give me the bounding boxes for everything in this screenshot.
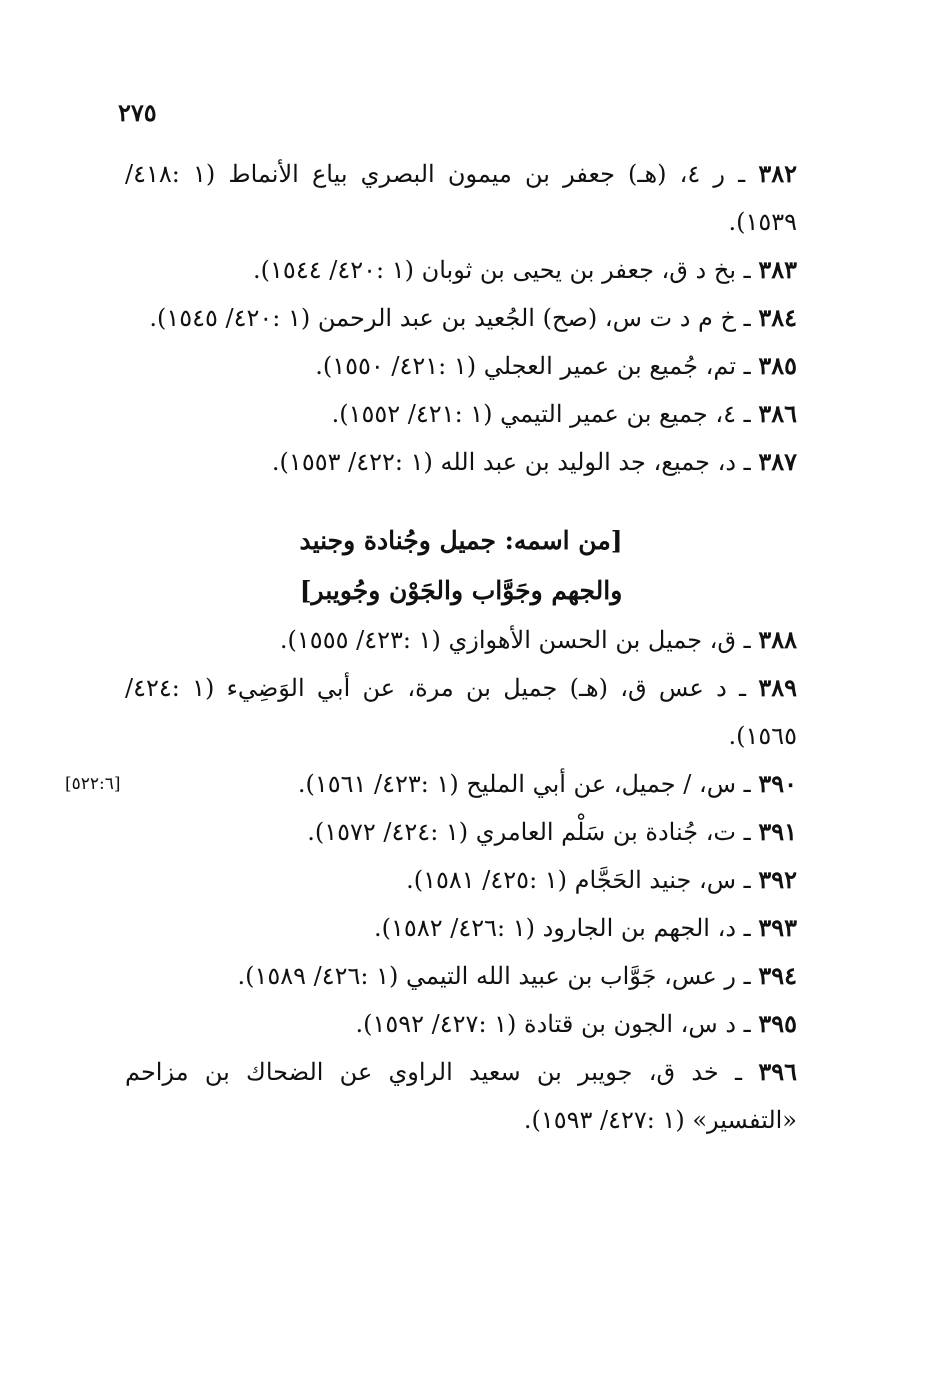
entry-text: ـ س، جنيد الحَجَّام (١ :٤٢٥/ ١٥٨١).	[406, 866, 751, 894]
entry-number: ٣٩٠	[758, 769, 797, 798]
page-content	[65, 150, 797, 1144]
entry-number: ٣٨٤	[758, 303, 797, 332]
entry	[125, 438, 797, 486]
entry-number: ٣٨٦	[758, 399, 797, 428]
entry	[125, 664, 797, 760]
entry-list	[125, 150, 797, 486]
entry	[125, 952, 797, 1000]
entry-text: ـ ر عس، جَوَّاب بن عبيد الله التيمي (١ :٤٢٦/ ١٥٨٩).	[237, 962, 751, 990]
entry-number: ٣٩٢	[758, 865, 797, 894]
entry-number: ٣٩٦	[758, 1057, 797, 1086]
entry-text: ـ تم، جُميع بن عمير العجلي (١ :٤٢١/ ١٥٥٠).	[315, 352, 751, 380]
entry-text: ـ بخ د ق، جعفر بن يحيى بن ثوبان (١ :٤٢٠/ ١٥٤٤).	[253, 256, 751, 284]
entry-number: ٣٨٩	[758, 673, 797, 702]
entry-text: ـ د عس ق، (هـ) جميل بن مرة، عن أبي الوَضِيء (١ :٤٢٤/ ١٥٦٥).	[125, 674, 797, 750]
entry-number: ٣٩١	[758, 817, 797, 846]
entry-text: ـ خ م د ت س، (صح) الجُعيد بن عبد الرحمن (١ :٤٢٠/ ١٥٤٥).	[149, 304, 751, 332]
entry-text: ـ د س، الجون بن قتادة (١ :٤٢٧/ ١٥٩٢).	[355, 1010, 751, 1038]
entry-text: ـ خد ق، جويبر بن سعيد الراوي عن الضحاك بن مزاحم «التفسير» (١ :٤٢٧/ ١٥٩٣).	[125, 1058, 797, 1134]
entry-number: ٣٨٢	[758, 159, 797, 188]
entry	[125, 390, 797, 438]
entry-text: ـ ر ٤، (هـ) جعفر بن ميمون البصري بياع الأنماط (١ :٤١٨/ ١٥٣٩).	[125, 160, 797, 236]
entry-number: ٣٨٣	[758, 255, 797, 284]
entry-text: ـ ق، جميل بن الحسن الأهوازي (١ :٤٢٣/ ١٥٥٥).	[279, 626, 751, 654]
entry-number: ٣٨٧	[758, 447, 797, 476]
entry	[125, 342, 797, 390]
entry-number: ٣٩٤	[758, 961, 797, 990]
section-heading-line-1: [من اسمه: جميل وجُنادة وجنيد	[299, 526, 623, 555]
entry	[125, 1048, 797, 1144]
entry-text: ـ ت، جُنادة بن سَلْم العامري (١ :٤٢٤/ ١٥٧٢).	[307, 818, 751, 846]
entry	[125, 856, 797, 904]
entry-number: ٣٩٣	[758, 913, 797, 942]
entry-text: ـ د، الجهم بن الجارود (١ :٤٢٦/ ١٥٨٢).	[374, 914, 751, 942]
entry-number: ٣٨٨	[758, 625, 797, 654]
entry-text: ـ س، / جميل، عن أبي المليح (١ :٤٢٣/ ١٥٦١).	[297, 770, 751, 798]
entry	[125, 904, 797, 952]
margin-reference: [٥٢٢:٦]	[65, 774, 121, 794]
page-number: ٢٧٥	[118, 98, 157, 127]
entry-number: ٣٩٥	[758, 1009, 797, 1038]
section-heading-line-2: والجهم وجَوَّاب والجَوْن وجُويبر]	[299, 576, 623, 605]
entry-number: ٣٨٥	[758, 351, 797, 380]
entry	[125, 150, 797, 246]
entry	[125, 1000, 797, 1048]
entry	[125, 616, 797, 664]
entry-text: ـ ٤، جميع بن عمير التيمي (١ :٤٢١/ ١٥٥٢).	[331, 400, 751, 428]
entry	[125, 808, 797, 856]
entry-text: ـ د، جميع، جد الوليد بن عبد الله (١ :٤٢٢/ ١٥٥٣).	[271, 448, 751, 476]
entry	[125, 246, 797, 294]
entry	[125, 294, 797, 342]
entry	[65, 760, 797, 808]
entry-list	[65, 616, 797, 1144]
